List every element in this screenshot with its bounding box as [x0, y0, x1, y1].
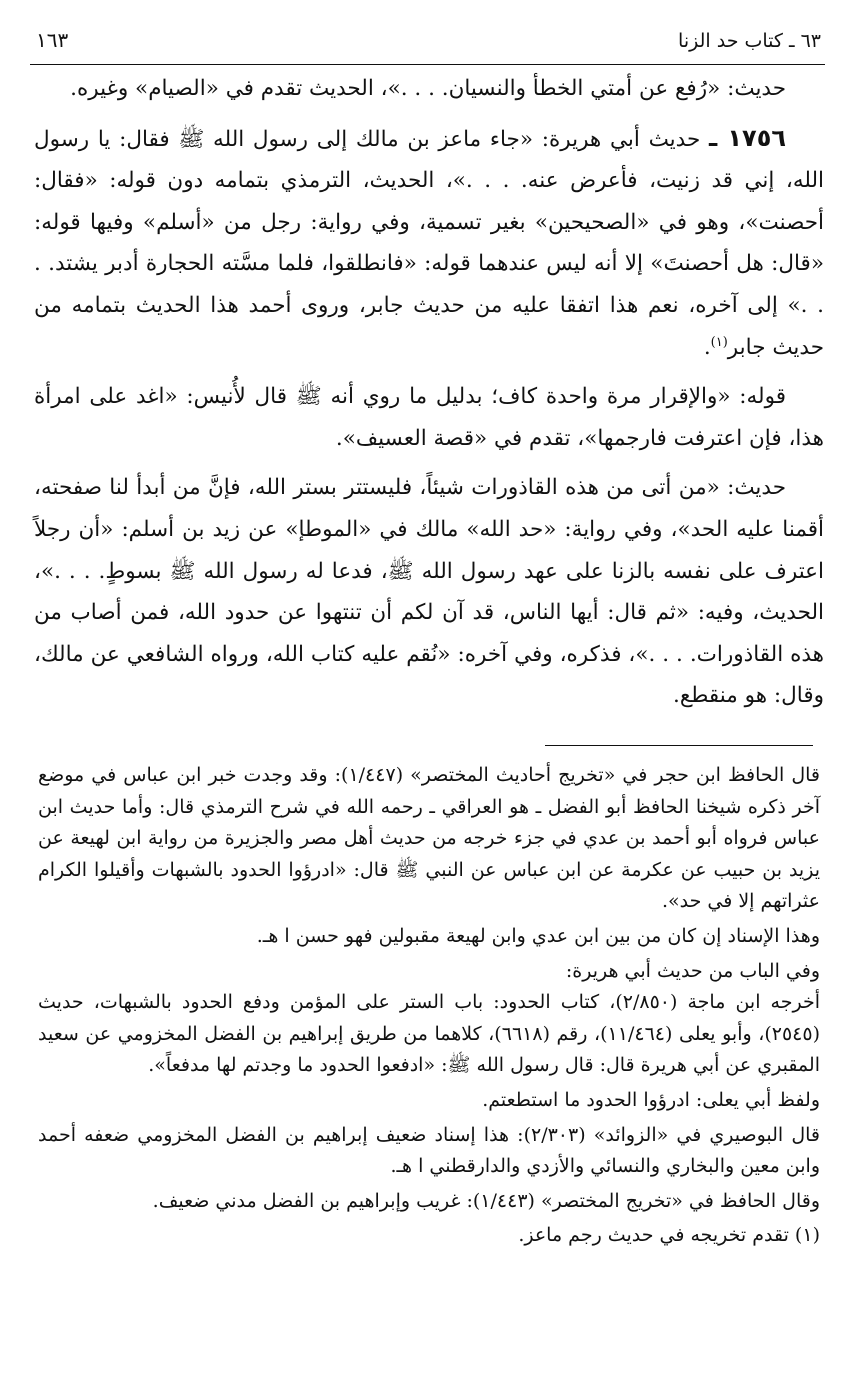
paragraph-1: حديث: «رُفع عن أمتي الخطأ والنسيان. . . .»، الحديث تقدم في «الصيام» وغيره. — [70, 76, 786, 101]
footnote-line-7: وقال الحافظ في «تخريج المختصر» (١/٤٤٣): غريب وإبراهيم بن الفضل مدني ضعيف. — [152, 1189, 820, 1212]
paragraph-2-text: حديث أبي هريرة: «جاء ماعز بن مالك إلى رسول الله ﷺ فقال: يا رسول الله، إني قد زنيت، فأعرض عنه. . . .»، الحديث، الترمذي بتمامه دون قوله: «فقال: أحصنت»، وهو في «الصحيحين» بغير تسمية، وفي رواية: رجل من «أسلم» وفيها قوله: «قال: هل أحصنتَ» إلا أنه ليس عندهما قوله: «فانطلقوا، فلما مسَّته الحجارة أدبر يشتد. . . .» إلى آخره، نعم هذا اتفقا عليه من حديث جابر، وروى أحمد هذا الحديث بتمامه من حديث جابر — [34, 126, 824, 360]
chapter-title: ٦٣ ـ كتاب حد الزنا — [678, 30, 821, 52]
hadith-number: ١٧٥٦ ـ — [708, 123, 786, 152]
footnote-line-6: قال البوصيري في «الزوائد» (٢/٣٠٣): هذا إسناد ضعيف إبراهيم بن الفضل المخزومي ضعفه أحمد وابن معين والبخاري والنسائي والأزدي والدارقطني ا هـ. — [38, 1123, 820, 1178]
paragraph-2 — [34, 118, 824, 369]
main-text — [34, 68, 824, 717]
footnote-separator — [545, 745, 813, 746]
running-header — [30, 14, 825, 65]
footnotes — [38, 760, 820, 1252]
page-number: ١٦٣ — [36, 28, 69, 52]
footnote-line-2: وهذا الإسناد إن كان من بين ابن عدي وابن لهيعة مقبولين فهو حسن ا هـ. — [256, 924, 820, 947]
footnote-line-3: وفي الباب من حديث أبي هريرة: — [565, 959, 820, 982]
footnote-line-4: أخرجه ابن ماجة (٢/٨٥٠)، كتاب الحدود: باب الستر على المؤمن ودفع الحدود بالشبهات، حديث (٢٥٤٥)، وأبو يعلى (١١/٤٦٤)، رقم (٦٦١٨)، كلاهما من طريق إبراهيم بن الفضل المخزومي عن سعيد المقبري عن أبي هريرة قال: قال رسول الله ﷺ: «ادفعوا الحدود ما وجدتم لها مدفعاً». — [38, 991, 821, 1077]
footnote-ref: (١) — [710, 334, 728, 350]
footnote-line-5: ولفظ أبي يعلى: ادرؤوا الحدود ما استطعتم. — [482, 1088, 820, 1111]
paragraph-2-end: . — [703, 334, 711, 360]
footnote-line-1: قال الحافظ ابن حجر في «تخريج أحاديث المختصر» (١/٤٤٧): وقد وجدت خبر ابن عباس في موضع آخر ذكره شيخنا الحافظ أبو الفضل ـ هو العراقي ـ رحمه الله في شرح الترمذي قال: وأما حديث ابن عباس فرواه أبو أحمد بن عدي في جزء خرجه من حديث أهل مصر والجزيرة من رواية ابن لهيعة عن يزيد بن حبيب عن عكرمة عن ابن عباس عن النبي ﷺ قال: «ادرؤوا الحدود بالشبهات وأقيلوا الكرام عثراتهم إلا في حد». — [38, 764, 820, 913]
paragraph-4: حديث: «من أتى من هذه القاذورات شيئاً، فليستتر بستر الله، فإنَّ من أبدأ لنا صفحته، أقمنا عليه الحد»، وفي رواية: «حد الله» مالك في «الموطإ» عن زيد بن أسلم: «أن رجلاً اعترف على نفسه بالزنا على عهد رسول الله ﷺ، فدعا له رسول الله ﷺ بسوطٍ. . . .»، الحديث، وفيه: «ثم قال: أيها الناس، قد آن لكم أن تنتهوا عن حدود الله، فمن أصاب من هذه القاذورات. . . .»، فذكره، وفي آخره: «نُقم عليه كتاب الله، ورواه الشافعي عن مالك، وقال: هو منقطع. — [34, 475, 824, 709]
paragraph-3: قوله: «والإقرار مرة واحدة كاف؛ بدليل ما روي أنه ﷺ قال لأُنيس: «اغد على امرأة هذا، فإن اعترفت فارجمها»، تقدم في «قصة العسيف». — [34, 384, 824, 451]
footnote-1: (١) تقدم تخريجه في حديث رجم ماعز. — [518, 1224, 820, 1247]
